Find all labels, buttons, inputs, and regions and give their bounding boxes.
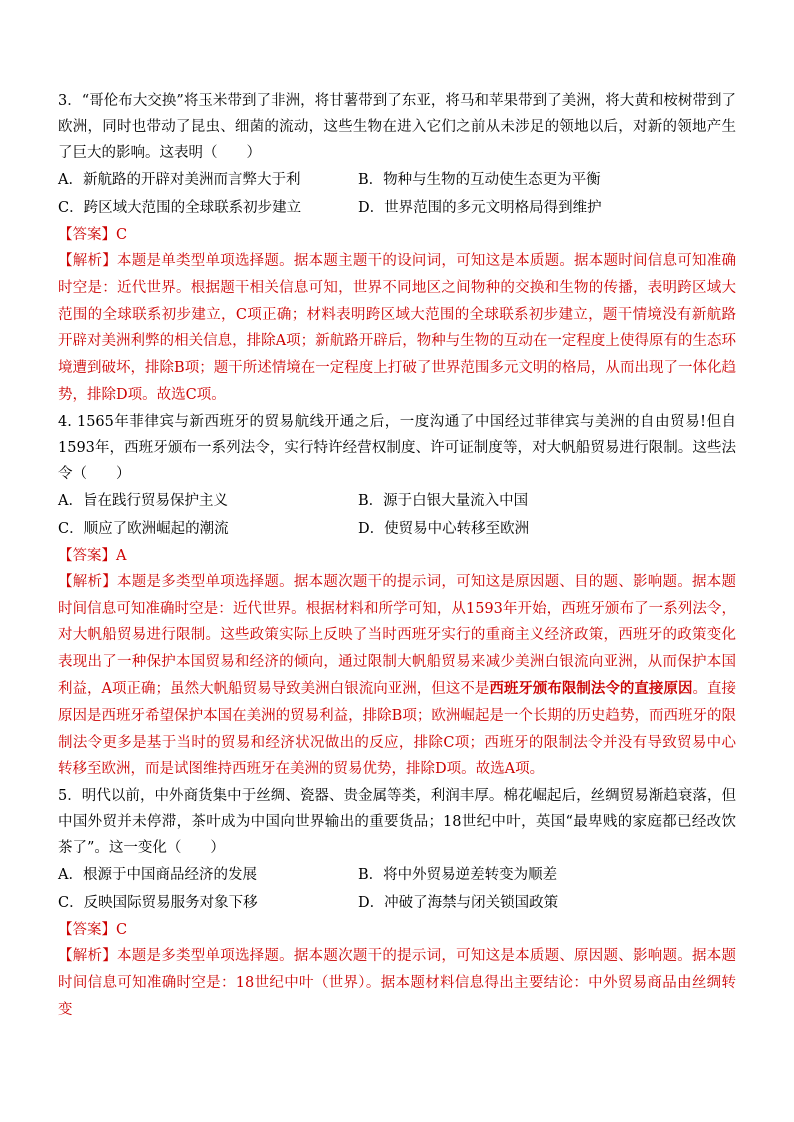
option-list [58, 487, 736, 543]
option-c: C．反映国际贸易服务对象下移 [58, 895, 258, 912]
question-3 [58, 88, 736, 409]
analysis-paragraph [58, 943, 736, 1023]
option-a: A．根源于中国商品经济的发展 [58, 867, 257, 884]
analysis-label: 【解析】 [58, 948, 117, 965]
analysis-text: 本题是多类型单项选择题。据本题次题干的提示词，可知这是本质题、原因题、影响题。据本题时间信息可知准确时空是：18世纪中叶（世界）。据本题材料信息得出主要结论：中外贸易商品由丝绸转变 [58, 948, 737, 1018]
option-b: B．将中外贸易逆差转变为顺差 [358, 867, 558, 884]
option-c: C．顺应了欧洲崛起的潮流 [58, 520, 229, 537]
option-d: D．冲破了海禁与闭关锁国政策 [358, 895, 559, 912]
question-4 [58, 409, 736, 783]
option-b: B．物种与生物的互动使生态更为平衡 [358, 172, 601, 188]
option-a: A．旨在践行贸易保护主义 [58, 492, 228, 509]
answer-line: 【答案】A [58, 547, 127, 564]
analysis-emphasis: 西班牙颁布限制法令的直接原因 [489, 679, 693, 697]
analysis-text: 本题是单类型单项选择题。据本题主题干的设问词，可知这是本质题。据本题时间信息可知准确时空是：近代世界。根据题干相关信息可知，世界不同地区之间物种的交换和生物的传播，表明跨区域大范围的全球联系初步建立，C项正确；材料表明跨区域大范围的全球联系初步建立，题干情境没有新航路开辟对美洲利弊的相关信息，排除A项；新航路开辟后，物种与生物的互动在一定程度上使得原有的生态环境遭到破坏，排除B项；题干所述情境在一定程度上打破了世界范围多元文明的格局，从而出现了一体化趋势，排除D项。故选C项。 [58, 253, 737, 403]
question-stem: 5．明代以前，中外商货集中于丝绸、瓷器、贵金属等类，利润丰厚。棉花崛起后，丝绸贸易渐趋衰落，但中国外贸并未停滞，茶叶成为中国向世界输出的重要货品；18世纪中叶，英国“最卑贱的家庭都已经改饮茶了”。这一变化（ ） [58, 788, 736, 857]
question-5 [58, 783, 736, 1023]
option-c: C．跨区域大范围的全球联系初步建立 [58, 200, 302, 216]
option-a: A．新航路的开辟对美洲而言弊大于利 [58, 172, 301, 188]
option-list [58, 166, 736, 222]
option-d: D．使贸易中心转移至欧洲 [358, 520, 530, 537]
question-stem: 4. 1565年菲律宾与新西班牙的贸易航线开通之后，一度沟通了中国经过菲律宾与美洲的自由贸易!但自1593年，西班牙颁布一系列法令，实行特许经营权制度、许可证制度等，对大帆船贸易进行限制。这些法令（ ） [58, 413, 736, 482]
analysis-label: 【解析】 [58, 253, 117, 269]
question-stem: 3．“哥伦布大交换”将玉米带到了非洲，将甘薯带到了东亚，将马和苹果带到了美洲，将大黄和桉树带到了欧洲，同时也带动了昆虫、细菌的流动，这些生物在进入它们之前从未涉足的领地以后，对新的领地产生了巨大的影响。这表明（ ） [58, 93, 736, 161]
analysis-paragraph [58, 569, 736, 783]
option-list [58, 861, 736, 917]
answer-line: 【答案】C [58, 227, 128, 243]
analysis-text-tail: 。直接原因是西班牙希望保护本国在美洲的贸易利益，排除B项；欧洲崛起是一个长期的历史趋势，而西班牙的限制法令更多是基于当时的贸易和经济状况做出的反应，排除C项；西班牙的限制法令并没有导致贸易中心转移至欧洲，而是试图维持西班牙在美洲的贸易优势，排除D项。故选A项。 [58, 680, 736, 778]
answer-line: 【答案】C [58, 922, 128, 939]
analysis-paragraph [58, 248, 736, 409]
option-b: B．源于白银大量流入中国 [358, 492, 529, 509]
option-d: D．世界范围的多元文明格局得到维护 [358, 200, 602, 216]
analysis-text: 本题是多类型单项选择题。据本题次题干的提示词，可知这是原因题、目的题、影响题。据本题时间信息可知准确时空是：近代世界。根据材料和所学可知，从1593年开始，西班牙颁布了一系列法令，对大帆船贸易进行限制。这些政策实际上反映了当时西班牙实行的重商主义经济政策，西班牙的政策变化表现出了一种保护本国贸易和经济的倾向，通过限制大帆船贸易来减少美洲白银流向亚洲，从而保护本国利益，A项正确；虽然大帆船贸易导致美洲白银流向亚洲，但这不是 [58, 573, 737, 697]
analysis-label: 【解析】 [58, 573, 117, 590]
